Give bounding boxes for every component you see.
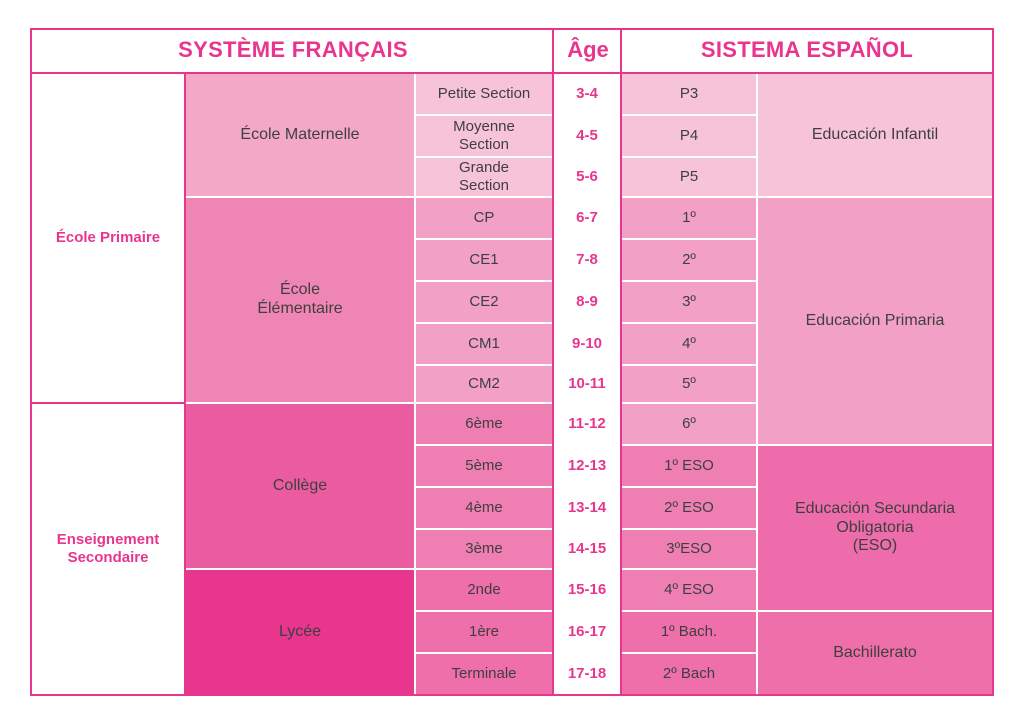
french-level-label: 6ème: [465, 415, 503, 433]
age-cell: [554, 366, 620, 402]
spanish-level-label: 2º Bach: [662, 665, 716, 683]
french-level-row: [416, 198, 552, 238]
spanish-level-row: [622, 530, 756, 568]
french-level-row: [416, 366, 552, 402]
age-cell: [554, 570, 620, 610]
spanish-group-educacion-secundaria: [758, 446, 992, 610]
spanish-level-label: 1º ESO: [664, 457, 714, 475]
spanish-group-educacion-primaria: [758, 198, 992, 444]
stage-enseignement-secondaire: [32, 404, 184, 694]
french-level-label: Petite Section: [437, 85, 531, 103]
spanish-level-row: [622, 74, 756, 114]
spanish-level-row: [622, 240, 756, 280]
spanish-level-row: [622, 488, 756, 528]
spanish-level-row: [622, 282, 756, 322]
age-cell: [554, 404, 620, 444]
french-level-row: [416, 570, 552, 610]
age-label: 16-17: [567, 623, 607, 641]
spanish-level-label: 1º: [682, 209, 696, 227]
age-label: 10-11: [568, 375, 606, 393]
french-level-row: [416, 488, 552, 528]
french-level-row: [416, 74, 552, 114]
french-level-row: [416, 404, 552, 444]
french-level-label-2: Section: [458, 136, 510, 153]
french-level-label: CP: [473, 209, 495, 227]
spanish-group-educacion-infantil-label: Educación Infantil: [811, 125, 939, 143]
french-level-label: 4ème: [465, 499, 503, 517]
vertical-rule-age-left: [552, 74, 554, 694]
stage-ecole-primaire-label: École Primaire: [55, 229, 161, 247]
age-cell: [554, 74, 620, 114]
stage-ecole-primaire: [32, 74, 184, 402]
spanish-group-educacion-primaria-label: Educación Primaria: [805, 311, 945, 329]
french-level-row: [416, 530, 552, 568]
spanish-group-educacion-secundaria-label-line3: (ESO): [852, 537, 898, 555]
spanish-group-bachillerato: [758, 612, 992, 694]
french-group-college-label: Collège: [272, 476, 328, 494]
vertical-rule-age-right: [620, 74, 622, 694]
header-divider-right: [620, 30, 622, 72]
age-label: 7-8: [576, 251, 598, 269]
stage-enseignement-secondaire-label-line1: Enseignement: [56, 531, 160, 549]
french-level-row: [416, 446, 552, 486]
age-cell: [554, 158, 620, 196]
age-cell: [554, 198, 620, 238]
age-cell: [554, 324, 620, 364]
spanish-group-educacion-secundaria-label-line1: Educación Secundaria: [794, 499, 956, 517]
spanish-level-label: 1º Bach.: [660, 623, 718, 641]
age-cell: [554, 116, 620, 156]
spanish-group-educacion-secundaria-label-line2: Obligatoria: [836, 518, 914, 536]
french-group-ecole-maternelle: [186, 74, 414, 196]
age-cell: [554, 612, 620, 652]
spanish-level-row: [622, 158, 756, 196]
french-group-college: [186, 404, 414, 568]
french-group-ecole-maternelle-label: École Maternelle: [240, 125, 360, 143]
spanish-group-bachillerato-label: Bachillerato: [833, 643, 917, 661]
spanish-level-label: 2º ESO: [664, 499, 714, 517]
header-divider-left: [552, 30, 554, 72]
french-group-lycee: [186, 570, 414, 694]
spanish-level-row: [622, 654, 756, 694]
french-level-label: Grande: [458, 159, 510, 177]
french-level-row: [416, 240, 552, 280]
french-level-label: 5ème: [465, 457, 503, 475]
age-cell: [554, 488, 620, 528]
spanish-level-row: [622, 324, 756, 364]
spanish-level-label: 4º: [682, 335, 696, 353]
header-french-system-label: SYSTÈME FRANÇAIS: [178, 37, 408, 63]
french-level-label: CM2: [468, 375, 500, 393]
age-label: 6-7: [576, 209, 598, 227]
age-label: 15-16: [567, 581, 607, 599]
spanish-level-row: [622, 366, 756, 402]
spanish-level-label: 6º: [682, 415, 696, 433]
age-label: 3-4: [576, 85, 598, 103]
french-group-ecole-elementaire: [186, 198, 414, 402]
french-level-row: [416, 612, 552, 652]
french-level-label: Moyenne: [453, 118, 515, 136]
french-level-label: 2nde: [467, 581, 501, 599]
french-group-ecole-elementaire-label-line1: École: [279, 281, 321, 299]
french-level-label: 1ère: [468, 623, 500, 641]
spanish-level-label: 2º: [682, 251, 696, 269]
age-label: 5-6: [576, 168, 598, 186]
header-spanish-system-label: SISTEMA ESPAÑOL: [700, 37, 914, 63]
age-label: 17-18: [567, 665, 607, 683]
french-level-label: Terminale: [451, 665, 517, 683]
vertical-rule-stage: [184, 74, 186, 694]
age-label: 11-12: [568, 415, 606, 433]
french-level-label: 3ème: [465, 540, 503, 558]
age-label: 4-5: [576, 127, 598, 145]
spanish-level-row: [622, 612, 756, 652]
spanish-level-row: [622, 404, 756, 444]
age-label: 14-15: [567, 540, 607, 558]
age-cell: [554, 530, 620, 568]
french-level-row: [416, 158, 552, 196]
spanish-level-row: [622, 570, 756, 610]
french-level-label: CM1: [468, 335, 500, 353]
spanish-level-row: [622, 198, 756, 238]
french-level-row: [416, 324, 552, 364]
french-level-label-2: Section: [458, 177, 510, 194]
age-cell: [554, 654, 620, 694]
french-level-label: CE2: [469, 293, 499, 311]
vertical-rule-group: [414, 74, 416, 694]
vertical-rule-spanish: [756, 74, 758, 694]
age-cell: [554, 282, 620, 322]
spanish-group-educacion-infantil: [758, 74, 992, 196]
spanish-level-row: [622, 116, 756, 156]
french-level-row: [416, 116, 552, 156]
french-group-lycee-label: Lycée: [278, 622, 322, 640]
age-cell: [554, 446, 620, 486]
age-label: 8-9: [576, 293, 598, 311]
age-cell: [554, 240, 620, 280]
french-group-ecole-elementaire-label-line2: Élémentaire: [257, 300, 343, 317]
header-french-system: [32, 30, 554, 70]
age-label: 12-13: [567, 457, 607, 475]
stage-enseignement-secondaire-label-line2: Secondaire: [67, 549, 149, 566]
spanish-level-row: [622, 446, 756, 486]
header-age: [554, 30, 622, 70]
age-label: 9-10: [571, 335, 603, 353]
french-level-row: [416, 282, 552, 322]
header-spanish-system: [622, 30, 992, 70]
french-level-row: [416, 654, 552, 694]
spanish-level-label: 3ºESO: [666, 540, 712, 558]
header-age-label: Âge: [567, 37, 609, 63]
spanish-level-label: 5º: [682, 375, 696, 393]
spanish-level-label: P3: [679, 85, 699, 103]
french-level-label: CE1: [469, 251, 499, 269]
spanish-level-label: P4: [679, 127, 699, 145]
spanish-level-label: P5: [679, 168, 699, 186]
spanish-level-label: 4º ESO: [664, 581, 714, 599]
age-label: 13-14: [567, 499, 607, 517]
spanish-level-label: 3º: [682, 293, 696, 311]
